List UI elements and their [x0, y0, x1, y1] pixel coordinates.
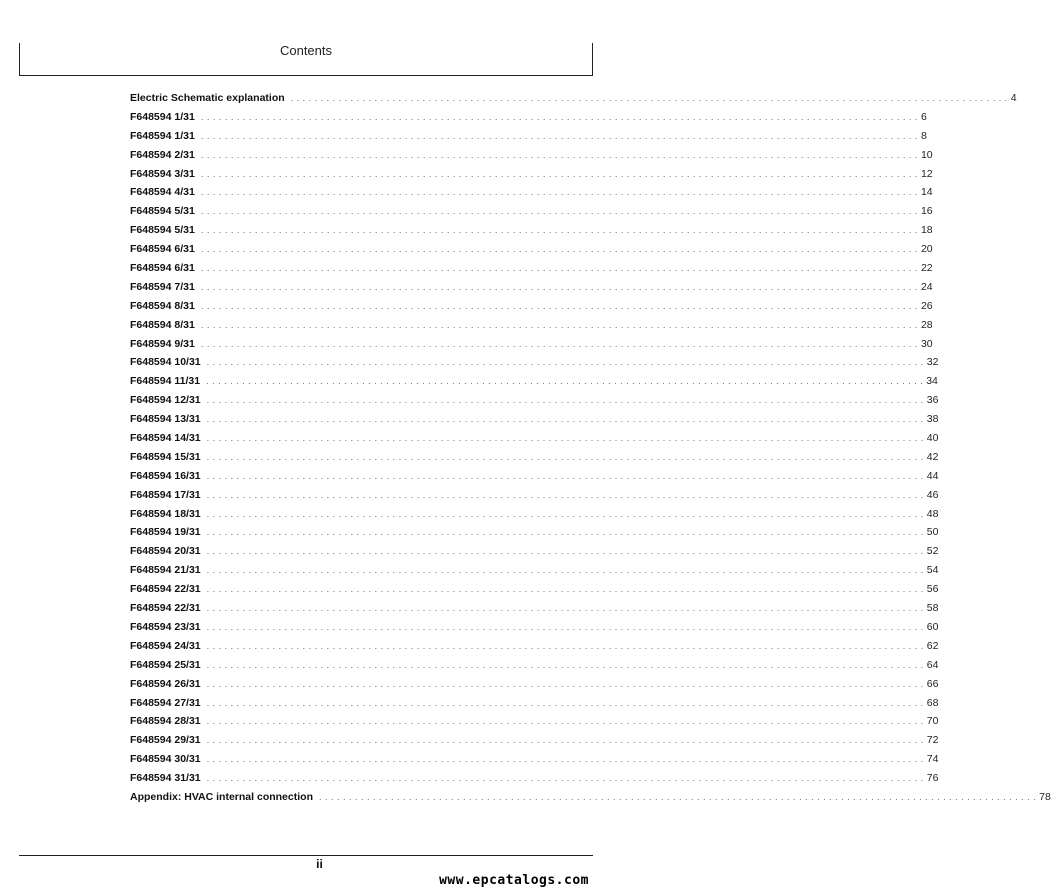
- toc-leader-dots: . . . . . . . . . . . . . . . . . . . . . . . . . . . . . . . . . . . . . . . . . . . . . . . . . . . . . . . . . . . . . . . . . . . . . . . . . . . . . . . . . . . . . . . . . . . . . . . . . . . . . . . . . . . . . . . . . . . . . . . .: [206, 470, 924, 481]
- toc-entry-page: 74: [926, 753, 939, 766]
- toc-entry-page: 24: [920, 280, 933, 293]
- toc-entry[interactable]: [130, 507, 939, 527]
- toc-leader-dots: . . . . . . . . . . . . . . . . . . . . . . . . . . . . . . . . . . . . . . . . . . . . . . . . . . . . . . . . . . . . . . . . . . . . . . . . . . . . . . . . . . . . . . . . . . . . . . . . . . . . . . . . . . . . . . . . . . . . . . . .: [206, 565, 924, 576]
- toc-entry[interactable]: [130, 356, 939, 375]
- toc-entry[interactable]: [130, 299, 933, 319]
- toc-leader-dots: . . . . . . . . . . . . . . . . . . . . . . . . . . . . . . . . . . . . . . . . . . . . . . . . . . . . . . . . . . . . . . . . . . . . . . . . . . . . . . . . . . . . . . . . . . . . . . . . . . . . . . . . . . . . . . . . . . . . . . . .: [200, 130, 918, 141]
- toc-leader-dots: . . . . . . . . . . . . . . . . . . . . . . . . . . . . . . . . . . . . . . . . . . . . . . . . . . . . . . . . . . . . . . . . . . . . . . . . . . . . . . . . . . . . . . . . . . . . . . . . . . . . . . . . . . . . . . . . . . . . . . . .: [318, 791, 1037, 802]
- toc-entry-label: Appendix: HVAC internal connection: [130, 790, 313, 803]
- toc-leader-dots: . . . . . . . . . . . . . . . . . . . . . . . . . . . . . . . . . . . . . . . . . . . . . . . . . . . . . . . . . . . . . . . . . . . . . . . . . . . . . . . . . . . . . . . . . . . . . . . . . . . . . . . . . . . . . . . . . . . . . . . .: [206, 546, 924, 557]
- toc-entry-label: F648594 25/31: [130, 658, 201, 671]
- toc-entry[interactable]: [130, 696, 939, 716]
- watermark: www.epcatalogs.com: [439, 873, 589, 888]
- toc-entry-page: 38: [926, 413, 939, 426]
- toc-leader-dots: . . . . . . . . . . . . . . . . . . . . . . . . . . . . . . . . . . . . . . . . . . . . . . . . . . . . . . . . . . . . . . . . . . . . . . . . . . . . . . . . . . . . . . . . . . . . . . . . . . . . . . . . . . . . . . . . . . . . . . . .: [206, 489, 924, 500]
- toc-entry-label: F648594 5/31: [130, 224, 195, 237]
- toc-leader-dots: . . . . . . . . . . . . . . . . . . . . . . . . . . . . . . . . . . . . . . . . . . . . . . . . . . . . . . . . . . . . . . . . . . . . . . . . . . . . . . . . . . . . . . . . . . . . . . . . . . . . . . . . . . . . . . . . . . . . . . . .: [200, 281, 918, 292]
- toc-entry-page: 12: [920, 167, 933, 180]
- toc-entry[interactable]: [130, 620, 939, 640]
- toc-leader-dots: . . . . . . . . . . . . . . . . . . . . . . . . . . . . . . . . . . . . . . . . . . . . . . . . . . . . . . . . . . . . . . . . . . . . . . . . . . . . . . . . . . . . . . . . . . . . . . . . . . . . . . . . . . . . . . . . . . . . . . . .: [200, 319, 918, 330]
- toc-entry[interactable]: [130, 413, 939, 432]
- toc-entry-label: F648594 13/31: [130, 413, 201, 426]
- toc-entry[interactable]: [130, 677, 939, 697]
- toc-entry-label: F648594 23/31: [130, 620, 201, 633]
- toc-entry-label: F648594 9/31: [130, 337, 195, 350]
- toc-entry-label: F648594 20/31: [130, 545, 201, 558]
- toc-leader-dots: . . . . . . . . . . . . . . . . . . . . . . . . . . . . . . . . . . . . . . . . . . . . . . . . . . . . . . . . . . . . . . . . . . . . . . . . . . . . . . . . . . . . . . . . . . . . . . . . . . . . . . . . . . . . . . . . . . . . . . . .: [206, 659, 924, 670]
- toc-entry-label: F648594 29/31: [130, 734, 201, 747]
- toc-entry-label: F648594 30/31: [130, 753, 201, 766]
- toc-entry-label: F648594 10/31: [130, 356, 201, 369]
- footer-divider: [19, 855, 593, 856]
- toc-entry-page: 60: [926, 620, 939, 633]
- toc-leader-dots: . . . . . . . . . . . . . . . . . . . . . . . . . . . . . . . . . . . . . . . . . . . . . . . . . . . . . . . . . . . . . . . . . . . . . . . . . . . . . . . . . . . . . . . . . . . . . . . . . . . . . . . . . . . . . . . . . . . . . . . .: [206, 621, 924, 632]
- toc-entry[interactable]: [130, 186, 933, 205]
- toc-entry[interactable]: [130, 639, 939, 659]
- toc-entry-label: F648594 24/31: [130, 639, 201, 652]
- toc-entry[interactable]: [130, 488, 939, 508]
- toc-entry-page: 26: [920, 299, 933, 312]
- toc-leader-dots: . . . . . . . . . . . . . . . . . . . . . . . . . . . . . . . . . . . . . . . . . . . . . . . . . . . . . . . . . . . . . . . . . . . . . . . . . . . . . . . . . . . . . . . . . . . . . . . . . . . . . . . . . . . . . . . . . . . . . . . .: [206, 395, 924, 406]
- toc-entry-label: F648594 28/31: [130, 715, 201, 728]
- toc-entry-label: F648594 8/31: [130, 299, 195, 312]
- toc-leader-dots: . . . . . . . . . . . . . . . . . . . . . . . . . . . . . . . . . . . . . . . . . . . . . . . . . . . . . . . . . . . . . . . . . . . . . . . . . . . . . . . . . . . . . . . . . . . . . . . . . . . . . . . . . . . . . . . . . . . . . . . .: [200, 168, 918, 179]
- toc-leader-dots: . . . . . . . . . . . . . . . . . . . . . . . . . . . . . . . . . . . . . . . . . . . . . . . . . . . . . . . . . . . . . . . . . . . . . . . . . . . . . . . . . . . . . . . . . . . . . . . . . . . . . . . . . . . . . . . . . . . . . . . .: [206, 754, 924, 765]
- toc-leader-dots: . . . . . . . . . . . . . . . . . . . . . . . . . . . . . . . . . . . . . . . . . . . . . . . . . . . . . . . . . . . . . . . . . . . . . . . . . . . . . . . . . . . . . . . . . . . . . . . . . . . . . . . . . . . . . . . . . . . . . . . .: [290, 93, 1008, 103]
- toc-entry[interactable]: [130, 375, 938, 394]
- toc-leader-dots: . . . . . . . . . . . . . . . . . . . . . . . . . . . . . . . . . . . . . . . . . . . . . . . . . . . . . . . . . . . . . . . . . . . . . . . . . . . . . . . . . . . . . . . . . . . . . . . . . . . . . . . . . . . . . . . . . . . . . . . .: [206, 603, 924, 614]
- toc-leader-dots: . . . . . . . . . . . . . . . . . . . . . . . . . . . . . . . . . . . . . . . . . . . . . . . . . . . . . . . . . . . . . . . . . . . . . . . . . . . . . . . . . . . . . . . . . . . . . . . . . . . . . . . . . . . . . . . . . . . . . . . .: [206, 508, 924, 519]
- toc-entry-label: F648594 15/31: [130, 450, 201, 463]
- toc-entry[interactable]: [130, 262, 933, 281]
- toc-entry[interactable]: [130, 129, 927, 149]
- toc-entry-page: 22: [920, 262, 933, 275]
- toc-leader-dots: . . . . . . . . . . . . . . . . . . . . . . . . . . . . . . . . . . . . . . . . . . . . . . . . . . . . . . . . . . . . . . . . . . . . . . . . . . . . . . . . . . . . . . . . . . . . . . . . . . . . . . . . . . . . . . . . . . . . . . . .: [200, 263, 918, 274]
- toc-entry-label: F648594 27/31: [130, 696, 201, 709]
- toc-leader-dots: . . . . . . . . . . . . . . . . . . . . . . . . . . . . . . . . . . . . . . . . . . . . . . . . . . . . . . . . . . . . . . . . . . . . . . . . . . . . . . . . . . . . . . . . . . . . . . . . . . . . . . . . . . . . . . . . . . . . . . . .: [206, 357, 924, 368]
- toc-entry-label: F648594 6/31: [130, 262, 195, 275]
- toc-entry-label: F648594 19/31: [130, 526, 201, 539]
- toc-entry-label: F648594 11/31: [130, 375, 201, 388]
- toc-entry[interactable]: [130, 545, 939, 564]
- toc-entry-label: F648594 16/31: [130, 469, 201, 482]
- toc-leader-dots: . . . . . . . . . . . . . . . . . . . . . . . . . . . . . . . . . . . . . . . . . . . . . . . . . . . . . . . . . . . . . . . . . . . . . . . . . . . . . . . . . . . . . . . . . . . . . . . . . . . . . . . . . . . . . . . . . . . . . . . .: [200, 225, 918, 236]
- toc-entry-page: 6: [920, 110, 927, 123]
- toc-entry-page: 34: [926, 375, 938, 388]
- toc-entry[interactable]: [130, 337, 933, 357]
- toc-entry-label: F648594 7/31: [130, 280, 195, 293]
- toc-leader-dots: . . . . . . . . . . . . . . . . . . . . . . . . . . . . . . . . . . . . . . . . . . . . . . . . . . . . . . . . . . . . . . . . . . . . . . . . . . . . . . . . . . . . . . . . . . . . . . . . . . . . . . . . . . . . . . . . . . . . . . . .: [200, 300, 918, 311]
- toc-entry-page: 30: [920, 337, 933, 350]
- toc-entry[interactable]: [130, 450, 939, 470]
- toc-entry-label: F648594 22/31: [130, 602, 201, 615]
- toc-entry-page: 36: [926, 394, 939, 407]
- toc-entry[interactable]: [130, 658, 939, 678]
- toc-entry-page: 16: [920, 205, 933, 218]
- toc-entry-page: 58: [926, 602, 939, 615]
- toc-leader-dots: . . . . . . . . . . . . . . . . . . . . . . . . . . . . . . . . . . . . . . . . . . . . . . . . . . . . . . . . . . . . . . . . . . . . . . . . . . . . . . . . . . . . . . . . . . . . . . . . . . . . . . . . . . . . . . . . . . . . . . . .: [200, 206, 918, 217]
- toc-entry[interactable]: [130, 583, 939, 602]
- toc-entry[interactable]: [130, 734, 939, 753]
- toc-leader-dots: . . . . . . . . . . . . . . . . . . . . . . . . . . . . . . . . . . . . . . . . . . . . . . . . . . . . . . . . . . . . . . . . . . . . . . . . . . . . . . . . . . . . . . . . . . . . . . . . . . . . . . . . . . . . . . . . . . . . . . . .: [206, 735, 924, 746]
- toc-leader-dots: . . . . . . . . . . . . . . . . . . . . . . . . . . . . . . . . . . . . . . . . . . . . . . . . . . . . . . . . . . . . . . . . . . . . . . . . . . . . . . . . . . . . . . . . . . . . . . . . . . . . . . . . . . . . . . . . . . . . . . . .: [206, 678, 924, 689]
- toc-entry-page: 76: [926, 772, 939, 785]
- toc-leader-dots: . . . . . . . . . . . . . . . . . . . . . . . . . . . . . . . . . . . . . . . . . . . . . . . . . . . . . . . . . . . . . . . . . . . . . . . . . . . . . . . . . . . . . . . . . . . . . . . . . . . . . . . . . . . . . . . . . . . . . . . .: [206, 527, 924, 538]
- toc-entry-label: F648594 31/31: [130, 772, 201, 785]
- toc-leader-dots: . . . . . . . . . . . . . . . . . . . . . . . . . . . . . . . . . . . . . . . . . . . . . . . . . . . . . . . . . . . . . . . . . . . . . . . . . . . . . . . . . . . . . . . . . . . . . . . . . . . . . . . . . . . . . . . . . . . . . . . .: [206, 697, 924, 708]
- toc-entry[interactable]: [130, 772, 939, 791]
- toc-leader-dots: . . . . . . . . . . . . . . . . . . . . . . . . . . . . . . . . . . . . . . . . . . . . . . . . . . . . . . . . . . . . . . . . . . . . . . . . . . . . . . . . . . . . . . . . . . . . . . . . . . . . . . . . . . . . . . . . . . . . . . . .: [200, 338, 918, 349]
- toc-leader-dots: . . . . . . . . . . . . . . . . . . . . . . . . . . . . . . . . . . . . . . . . . . . . . . . . . . . . . . . . . . . . . . . . . . . . . . . . . . . . . . . . . . . . . . . . . . . . . . . . . . . . . . . . . . . . . . . . . . . . . . . .: [206, 584, 924, 595]
- toc-entry-page: 50: [926, 526, 939, 539]
- toc-entry-page: 72: [926, 734, 939, 747]
- toc-entry-page: 46: [926, 488, 939, 501]
- toc-entry-label: F648594 6/31: [130, 243, 195, 256]
- toc-entry-label: Electric Schematic explanation: [130, 92, 285, 104]
- toc-entry-page: 56: [926, 583, 939, 596]
- toc-entry[interactable]: [130, 790, 1051, 810]
- toc-entry-page: 78: [1039, 790, 1051, 803]
- toc-entry-label: F648594 3/31: [130, 167, 195, 180]
- toc-entry-label: F648594 18/31: [130, 507, 201, 520]
- toc-leader-dots: . . . . . . . . . . . . . . . . . . . . . . . . . . . . . . . . . . . . . . . . . . . . . . . . . . . . . . . . . . . . . . . . . . . . . . . . . . . . . . . . . . . . . . . . . . . . . . . . . . . . . . . . . . . . . . . . . . . . . . . .: [206, 451, 924, 462]
- toc-leader-dots: . . . . . . . . . . . . . . . . . . . . . . . . . . . . . . . . . . . . . . . . . . . . . . . . . . . . . . . . . . . . . . . . . . . . . . . . . . . . . . . . . . . . . . . . . . . . . . . . . . . . . . . . . . . . . . . . . . . . . . . .: [206, 716, 924, 727]
- toc-entry-label: F648594 12/31: [130, 394, 201, 407]
- page-title: Contents: [279, 43, 333, 58]
- toc-leader-dots: . . . . . . . . . . . . . . . . . . . . . . . . . . . . . . . . . . . . . . . . . . . . . . . . . . . . . . . . . . . . . . . . . . . . . . . . . . . . . . . . . . . . . . . . . . . . . . . . . . . . . . . . . . . . . . . . . . . . . . . .: [200, 149, 918, 160]
- toc-entry[interactable]: [130, 318, 933, 338]
- toc-entry-page: 44: [926, 469, 939, 482]
- toc-entry[interactable]: [130, 205, 933, 224]
- toc-entry-label: F648594 26/31: [130, 677, 201, 690]
- toc-entry-page: 68: [926, 696, 939, 709]
- toc-entry-page: 66: [926, 677, 939, 690]
- toc-entry[interactable]: [130, 753, 939, 772]
- toc-leader-dots: . . . . . . . . . . . . . . . . . . . . . . . . . . . . . . . . . . . . . . . . . . . . . . . . . . . . . . . . . . . . . . . . . . . . . . . . . . . . . . . . . . . . . . . . . . . . . . . . . . . . . . . . . . . . . . . . . . . . . . . .: [206, 376, 924, 387]
- toc-entry[interactable]: [130, 167, 933, 187]
- toc-entry-page: 4: [1010, 92, 1017, 104]
- toc-entry-page: 8: [920, 129, 927, 142]
- toc-entry-page: 32: [926, 356, 939, 369]
- toc-entry[interactable]: [130, 243, 933, 262]
- toc-entry-page: 20: [920, 243, 933, 256]
- toc-entry[interactable]: [130, 110, 927, 130]
- toc-leader-dots: . . . . . . . . . . . . . . . . . . . . . . . . . . . . . . . . . . . . . . . . . . . . . . . . . . . . . . . . . . . . . . . . . . . . . . . . . . . . . . . . . . . . . . . . . . . . . . . . . . . . . . . . . . . . . . . . . . . . . . . .: [200, 244, 918, 255]
- toc-entry-page: 62: [926, 639, 939, 652]
- toc-entry-label: F648594 8/31: [130, 318, 195, 331]
- toc-leader-dots: . . . . . . . . . . . . . . . . . . . . . . . . . . . . . . . . . . . . . . . . . . . . . . . . . . . . . . . . . . . . . . . . . . . . . . . . . . . . . . . . . . . . . . . . . . . . . . . . . . . . . . . . . . . . . . . . . . . . . . . .: [206, 773, 924, 784]
- toc-entry-label: F648594 17/31: [130, 488, 201, 501]
- toc-entry[interactable]: [130, 526, 939, 545]
- toc-entry-label: F648594 1/31: [130, 110, 195, 123]
- toc-leader-dots: . . . . . . . . . . . . . . . . . . . . . . . . . . . . . . . . . . . . . . . . . . . . . . . . . . . . . . . . . . . . . . . . . . . . . . . . . . . . . . . . . . . . . . . . . . . . . . . . . . . . . . . . . . . . . . . . . . . . . . . .: [200, 111, 918, 122]
- toc-entry[interactable]: [130, 148, 933, 168]
- toc-entry-page: 28: [920, 318, 933, 331]
- toc-entry[interactable]: [130, 224, 933, 243]
- toc-entry[interactable]: [130, 715, 939, 734]
- toc-entry-page: 10: [920, 148, 933, 161]
- toc-leader-dots: . . . . . . . . . . . . . . . . . . . . . . . . . . . . . . . . . . . . . . . . . . . . . . . . . . . . . . . . . . . . . . . . . . . . . . . . . . . . . . . . . . . . . . . . . . . . . . . . . . . . . . . . . . . . . . . . . . . . . . . .: [200, 187, 918, 198]
- footer-page-number: ii: [316, 857, 323, 871]
- toc-entry[interactable]: [130, 432, 939, 451]
- toc-entry[interactable]: [130, 92, 1017, 111]
- toc-entry-page: 14: [920, 186, 933, 199]
- toc-entry-label: F648594 1/31: [130, 129, 195, 142]
- header-box: [19, 43, 593, 76]
- toc-entry[interactable]: [130, 280, 933, 300]
- toc-entry[interactable]: [130, 564, 939, 583]
- toc-entry-page: 48: [926, 507, 939, 520]
- table-of-contents: [130, 92, 1051, 810]
- toc-entry-page: 52: [926, 545, 939, 558]
- toc-entry[interactable]: [130, 602, 939, 621]
- toc-entry-page: 42: [926, 450, 939, 463]
- toc-entry-label: F648594 22/31: [130, 583, 201, 596]
- toc-entry-label: F648594 5/31: [130, 205, 195, 218]
- toc-entry-label: F648594 4/31: [130, 186, 195, 199]
- toc-entry-label: F648594 21/31: [130, 564, 201, 577]
- toc-entry-page: 40: [926, 432, 939, 445]
- toc-entry-page: 54: [926, 564, 939, 577]
- toc-entry-page: 70: [926, 715, 939, 728]
- toc-entry-label: F648594 2/31: [130, 148, 195, 161]
- toc-leader-dots: . . . . . . . . . . . . . . . . . . . . . . . . . . . . . . . . . . . . . . . . . . . . . . . . . . . . . . . . . . . . . . . . . . . . . . . . . . . . . . . . . . . . . . . . . . . . . . . . . . . . . . . . . . . . . . . . . . . . . . . .: [206, 640, 924, 651]
- toc-entry[interactable]: [130, 469, 939, 489]
- toc-entry[interactable]: [130, 394, 939, 413]
- toc-entry-page: 18: [920, 224, 933, 237]
- toc-leader-dots: . . . . . . . . . . . . . . . . . . . . . . . . . . . . . . . . . . . . . . . . . . . . . . . . . . . . . . . . . . . . . . . . . . . . . . . . . . . . . . . . . . . . . . . . . . . . . . . . . . . . . . . . . . . . . . . . . . . . . . . .: [206, 414, 924, 425]
- toc-entry-page: 64: [926, 658, 939, 671]
- toc-entry-label: F648594 14/31: [130, 432, 201, 445]
- toc-leader-dots: . . . . . . . . . . . . . . . . . . . . . . . . . . . . . . . . . . . . . . . . . . . . . . . . . . . . . . . . . . . . . . . . . . . . . . . . . . . . . . . . . . . . . . . . . . . . . . . . . . . . . . . . . . . . . . . . . . . . . . . .: [206, 433, 924, 444]
